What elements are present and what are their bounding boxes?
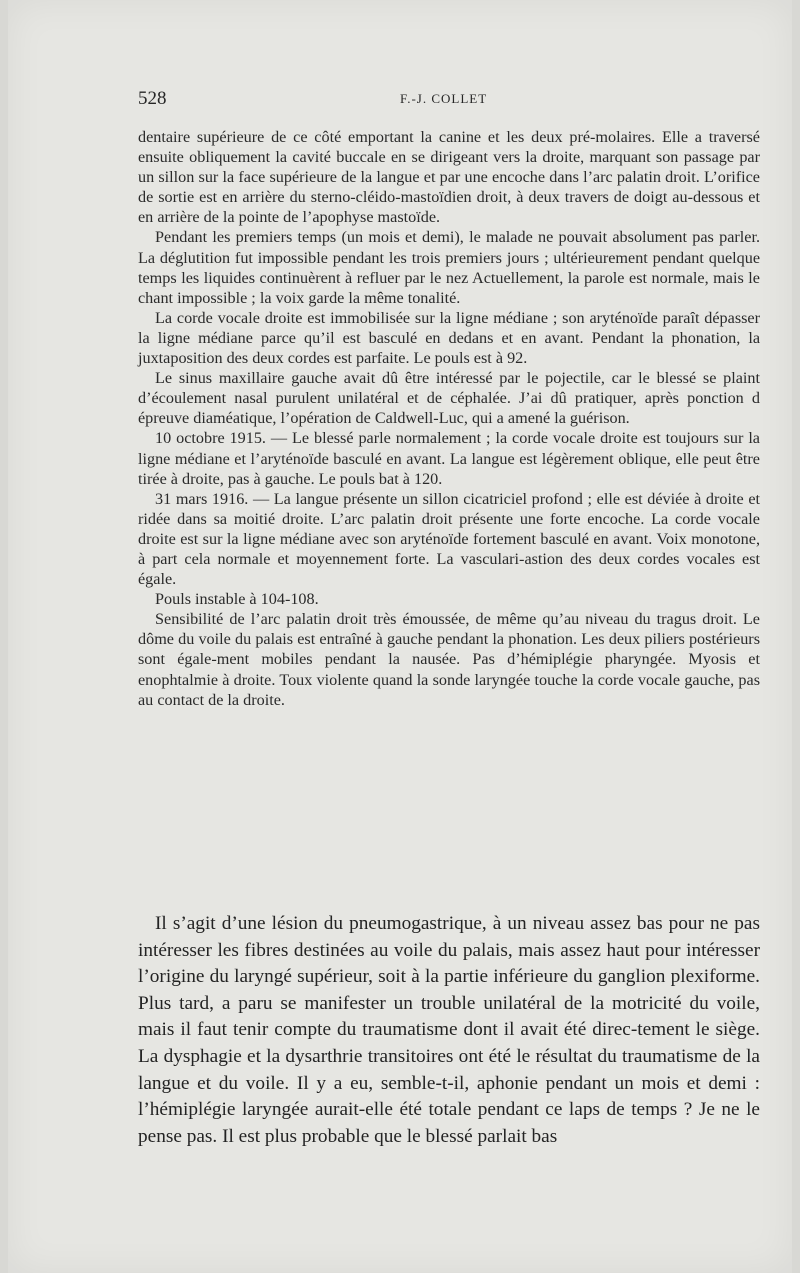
case-notes	[138, 127, 760, 710]
case-paragraph: dentaire supérieure de ce côté emportant la canine et les deux pré-molaires. Elle a traversé ensuite obliquement la cavité buccale en se dirigeant vers la droite, marquant son passage par un sillon sur la face supérieure de la langue et par une encoche dans l’arc palatin droit. L’orifice de sortie est en arrière du sterno-cléido-mastoïdien droit, à deux travers de doigt au-dessous et en arrière de la pointe de l’apophyse mastoïde.	[138, 128, 760, 227]
case-paragraph: La corde vocale droite est immobilisée sur la ligne médiane ; son aryténoïde paraît dépasser la ligne médiane parce qu’il est basculé en dedans et en avant. Pendant la phonation, la juxtaposition des deux cordes est parfaite. Le pouls est à 92.	[138, 308, 760, 368]
page-header	[138, 88, 758, 118]
book-page	[8, 0, 792, 1273]
case-paragraph: Pendant les premiers temps (un mois et demi), le malade ne pouvait absolument pas parler. La déglutition fut impossible pendant les trois premiers jours ; ultérieurement pendant quelque temps les liquides continuèrent à refluer par le nez Actuellement, la parole est normale, mais le chant impossible ; la voix garde la même tonalité.	[138, 228, 760, 307]
running-head: F.-J. COLLET	[400, 91, 488, 106]
discussion-text	[138, 911, 760, 1150]
discussion-paragraph: Il s’agit d’une lésion du pneumogastrique, à un niveau assez bas pour ne pas intéresser les fibres destinées au voile du palais, mais assez haut pour intéresser l’origine du laryngé supérieur, soit à la partie inférieure du ganglion plexiforme. Plus tard, a paru se manifester un trouble unilatéral de la motricité du voile, mais il faut tenir compte du traumatisme dont il avait été direc-tement le siège. La dysphagie et la dysarthrie transitoires ont été le résultat du traumatisme de la langue et du voile. Il y a eu, semble-t-il, aphonie pendant un mois et demi : l’hémiplégie laryngée aurait-elle été totale pendant ce laps de temps ? Je ne le pense pas. Il est plus probable que le blessé parlait bas	[138, 913, 760, 1147]
page-number: 528	[138, 88, 167, 109]
case-paragraph: 31 mars 1916. — La langue présente un sillon cicatriciel profond ; elle est déviée à droite et ridée dans sa moitié droite. L’arc palatin droit présente une forte encoche. La corde vocale droite est sur la ligne médiane avec son aryténoïde fortement basculé en avant. Voix monotone, à part cela normale et moyennement forte. La vasculari-astion des deux cordes vocales est égale.	[138, 489, 760, 589]
case-paragraph: Sensibilité de l’arc palatin droit très émoussée, de même qu’au niveau du tragus droit. Le dôme du voile du palais est entraîné à gauche pendant la phonation. Les deux piliers postérieurs sont égale-ment mobiles pendant la nausée. Pas d’hémiplégie pharyngée. Myosis et enophtalmie à droite. Toux violente quand la sonde laryngée touche la corde vocale gauche, pas au contact de la droite.	[138, 610, 760, 709]
case-paragraph: Pouls instable à 104-108.	[155, 590, 319, 609]
case-paragraph: 10 octobre 1915. — Le blessé parle normalement ; la corde vocale droite est toujours sur la ligne médiane et l’aryténoïde basculé en avant. La langue est légèrement oblique, elle peut être tirée à droite, pas à gauche. Le pouls bat à 120.	[138, 429, 760, 488]
case-paragraph: Le sinus maxillaire gauche avait dû être intéressé par le pojectile, car le blessé se plaint d’écoulement nasal purulent unilatéral et de céphalée. J’ai dû pratiquer, après ponction d épreuve diaméatique, l’opération de Caldwell-Luc, qui a amené la guérison.	[138, 369, 760, 428]
